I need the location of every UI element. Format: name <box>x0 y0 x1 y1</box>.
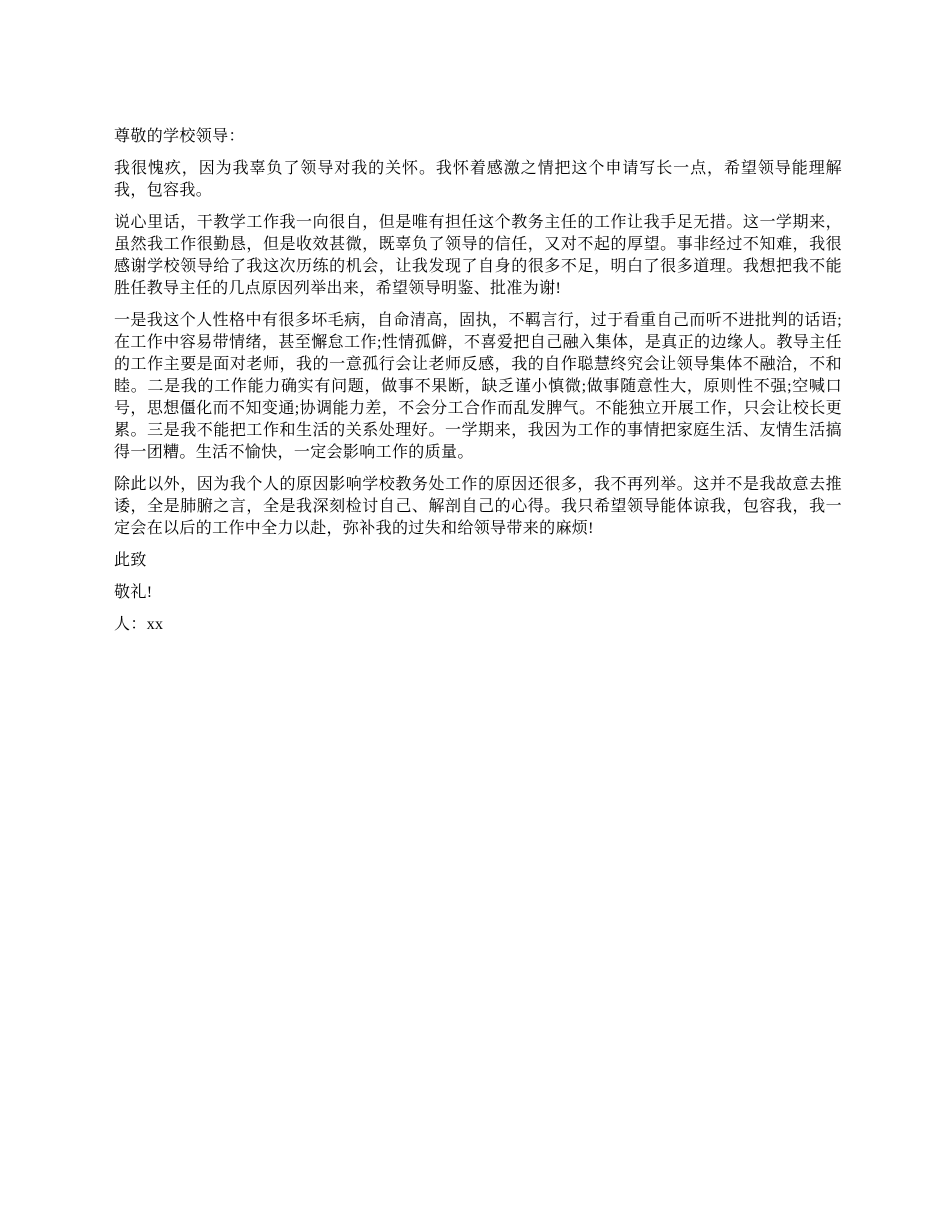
paragraph-reasons: 一是我这个人性格中有很多坏毛病，自命清高，固执，不羁言行，过于看重自己而听不进批判的话语;在工作中容易带情绪，甚至懈怠工作;性情孤僻，不喜爱把自己融入集体，是真正的边缘人。教导主任的工作主要是面对老师，我的一意孤行会让老师反感，我的自作聪慧终究会让领导集体不融洽，不和睦。二是我的工作能力确实有问题，做事不果断，缺乏谨小慎微;做事随意性大，原则性不强;空喊口号，思想僵化而不知变通;协调能力差，不会分工合作而乱发脾气。不能独立开展工作，只会让校长更累。三是我不能把工作和生活的关系处理好。一学期来，我因为工作的事情把家庭生活、友情生活搞得一团糟。生活不愉快，一定会影响工作的质量。 <box>114 312 842 461</box>
paragraph-conclusion: 除此以外，因为我个人的原因影响学校教务处工作的原因还很多，我不再列举。这并不是我故意去推诿，全是肺腑之言，全是我深刻检讨自己、解剖自己的心得。我只希望领导能体谅我，包容我，我一定会在以后的工作中全力以赴，弥补我的过失和给领导带来的麻烦! <box>114 476 842 537</box>
closing-line-1: 此致 <box>114 552 147 569</box>
closing-line-2: 敬礼! <box>114 584 153 601</box>
signature: 人：xx <box>114 616 164 633</box>
paragraph-background: 说心里话，干教学工作我一向很自，但是唯有担任这个教务主任的工作让我手足无措。这一学期来，虽然我工作很勤恳，但是收效甚微，既辜负了领导的信任，又对不起的厚望。事非经过不知难，我很感谢学校领导给了我这次历练的机会，让我发现了自身的很多不足，明白了很多道理。我想把我不能胜任教导主任的几点原因列举出来，希望领导明鉴、批准为谢! <box>114 214 842 297</box>
salutation: 尊敬的学校领导： <box>114 128 245 145</box>
paragraph-apology: 我很愧疚，因为我辜负了领导对我的关怀。我怀着感激之情把这个申请写长一点，希望领导能理解我，包容我。 <box>114 160 842 199</box>
letter-body <box>114 126 842 646</box>
